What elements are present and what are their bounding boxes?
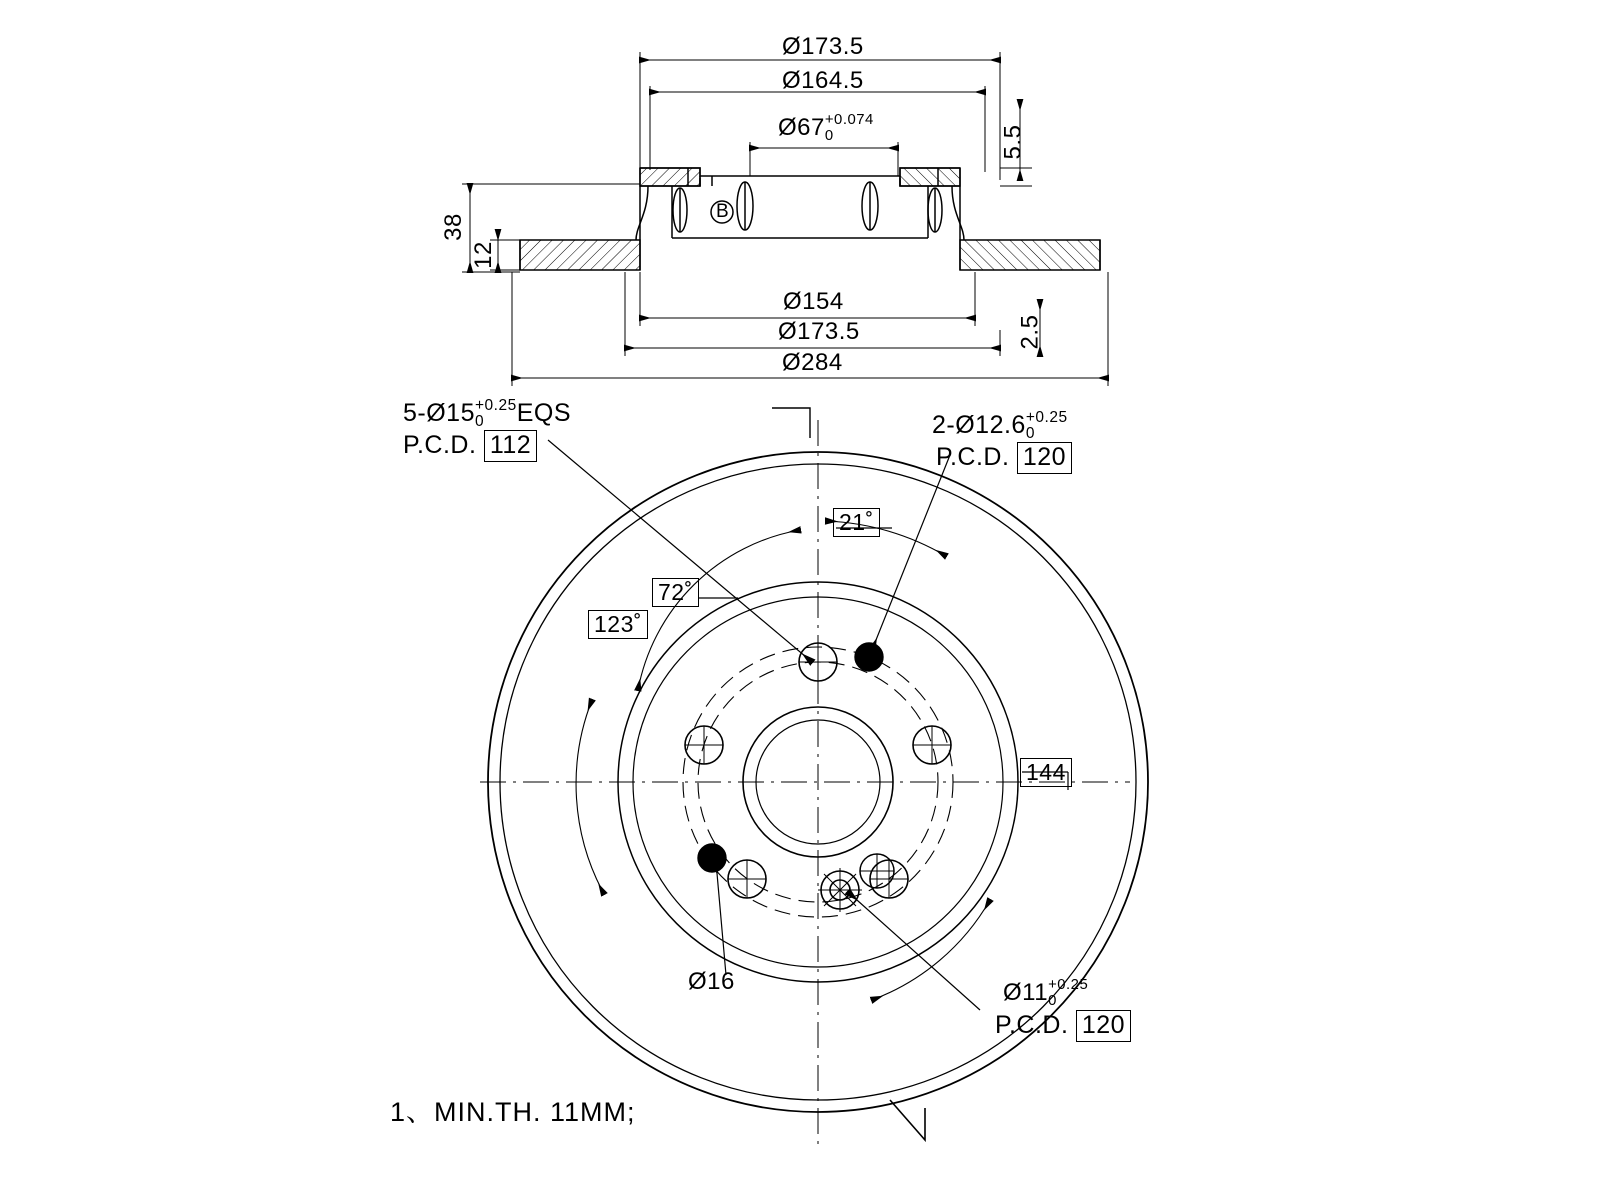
pcd-value-120-top: 120: [1017, 442, 1072, 474]
center-bore-tolerance: +0.074 0: [824, 112, 874, 144]
wheel-bolt-holes-value: 5-Ø15: [403, 398, 475, 427]
angle-72-label: [652, 578, 699, 607]
locating-holes-tolerance: +0.25 0: [1025, 409, 1068, 443]
section-view-geometry: [520, 168, 1100, 270]
callout-locating-pcd: [936, 442, 1072, 474]
angle-123-box: 123˚: [588, 610, 648, 639]
angle-144-box: 144: [1020, 758, 1072, 787]
balance-mark-label: B: [716, 201, 730, 222]
dim-bolt-circle-dia: Ø154: [783, 288, 844, 315]
angle-123-label: [588, 610, 648, 639]
angle-72-box: 72˚: [652, 578, 699, 607]
small-holes-tolerance: +0.25 0: [1048, 977, 1089, 1009]
pcd-value-120-bottom: 120: [1076, 1010, 1131, 1042]
dim-od-hub-face: Ø164.5: [782, 67, 864, 94]
dim-hub-dia-lower: Ø173.5: [778, 318, 860, 345]
dim-center-bore: [778, 113, 874, 144]
pcd-label-3: P.C.D.: [995, 1011, 1069, 1039]
center-bore-value: Ø67: [778, 113, 825, 141]
wheel-bolt-holes-suffix: EQS: [516, 398, 572, 427]
callout-small-holes-pcd: [995, 1010, 1131, 1042]
dim-outer-dia: Ø284: [782, 349, 843, 376]
pcd-label-1: P.C.D.: [403, 431, 477, 459]
pcd-value-112: 112: [484, 430, 537, 462]
dim-hub-height: 5.5: [999, 124, 1027, 160]
callout-wheel-bolt-holes: [403, 398, 571, 431]
note-min-thickness: 1、MIN.TH. 11MM;: [390, 1097, 636, 1127]
wheel-bolt-holes-tolerance: +0.25 0: [474, 397, 517, 431]
angle-21-label: [833, 508, 880, 537]
locating-holes-value: 2-Ø12.6: [932, 410, 1026, 439]
callout-center-hole: Ø16: [688, 968, 735, 995]
dim-od-outer-hub: Ø173.5: [782, 33, 864, 60]
callout-small-holes: [1003, 978, 1088, 1009]
dim-disc-thickness: 12: [469, 241, 497, 269]
angle-144-label: [1020, 758, 1072, 787]
angle-21-box: 21˚: [833, 508, 880, 537]
pcd-label-2: P.C.D.: [936, 443, 1010, 471]
callout-locating-holes: [932, 410, 1068, 443]
small-holes-value: Ø11: [1003, 978, 1049, 1006]
dim-overall-depth: 38: [439, 213, 467, 241]
callout-wheel-bolt-pcd: [403, 430, 537, 462]
dim-face-offset: 2.5: [1016, 314, 1044, 350]
